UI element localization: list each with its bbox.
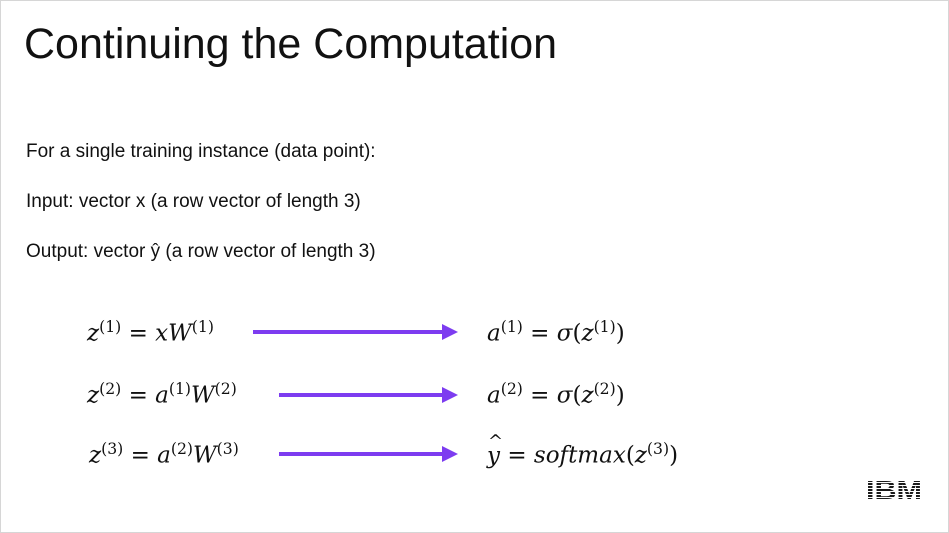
eq-paren: ( <box>625 442 635 469</box>
eq-paren: ) <box>669 442 679 469</box>
eq-sup: (1) <box>500 317 523 336</box>
eq-term: x <box>155 320 169 347</box>
eq-weight: W <box>191 382 215 409</box>
eq-term: a <box>155 382 169 409</box>
eq-sup: (2) <box>214 379 237 398</box>
eq-var: z <box>87 320 100 347</box>
eq-var: z <box>87 382 100 409</box>
slide-title: Continuing the Computation <box>24 20 558 68</box>
eq-sup: (3) <box>101 439 124 458</box>
eq-sup: (3) <box>646 439 670 458</box>
eq-sup: (2) <box>593 379 616 398</box>
eq-equals: = <box>128 320 148 347</box>
eq-var: z <box>89 442 102 469</box>
eq-paren: ) <box>615 320 625 347</box>
eq-equals: = <box>130 442 150 469</box>
eq-var-yhat: y ^ <box>487 445 500 468</box>
eq-function: σ <box>556 320 573 347</box>
eq-var: a <box>487 382 501 409</box>
eq-paren: ( <box>572 320 582 347</box>
eq-weight: W <box>168 320 192 347</box>
equation-z3 <box>89 441 239 468</box>
equation-z1 <box>87 319 214 346</box>
eq-equals: = <box>530 382 550 409</box>
equation-a2 <box>487 381 625 408</box>
eq-sup: (2) <box>99 379 122 398</box>
eq-sup: (1) <box>99 317 122 336</box>
arrow-3 <box>279 444 458 464</box>
equation-a1 <box>487 319 625 346</box>
eq-sup: (2) <box>170 439 194 458</box>
ibm-logo <box>866 477 922 506</box>
eq-weight: W <box>193 442 217 469</box>
eq-paren: ( <box>572 382 582 409</box>
eq-function: σ <box>556 382 573 409</box>
eq-function: softmax <box>533 442 626 469</box>
eq-sup: (1) <box>191 317 214 336</box>
eq-sup: (2) <box>500 379 523 398</box>
eq-var: a <box>487 320 501 347</box>
eq-arg: z <box>634 442 647 469</box>
eq-sup: (1) <box>168 379 192 398</box>
eq-equals: = <box>128 382 148 409</box>
eq-equals: = <box>507 442 527 469</box>
output-text: Output: vector ŷ (a row vector of length 3) <box>26 241 376 262</box>
equation-z2 <box>87 381 237 408</box>
input-text: Input: vector x (a row vector of length 3) <box>26 191 361 212</box>
eq-arg: z <box>581 320 594 347</box>
arrow-2 <box>279 385 458 405</box>
eq-sup: (3) <box>216 439 239 458</box>
equation-yhat <box>487 441 678 468</box>
eq-arg: z <box>581 382 594 409</box>
eq-equals: = <box>530 320 550 347</box>
eq-paren: ) <box>615 382 625 409</box>
intro-text: For a single training instance (data point): <box>26 141 376 162</box>
eq-sup: (1) <box>593 317 616 336</box>
arrow-1 <box>253 322 458 342</box>
eq-term: a <box>157 442 171 469</box>
